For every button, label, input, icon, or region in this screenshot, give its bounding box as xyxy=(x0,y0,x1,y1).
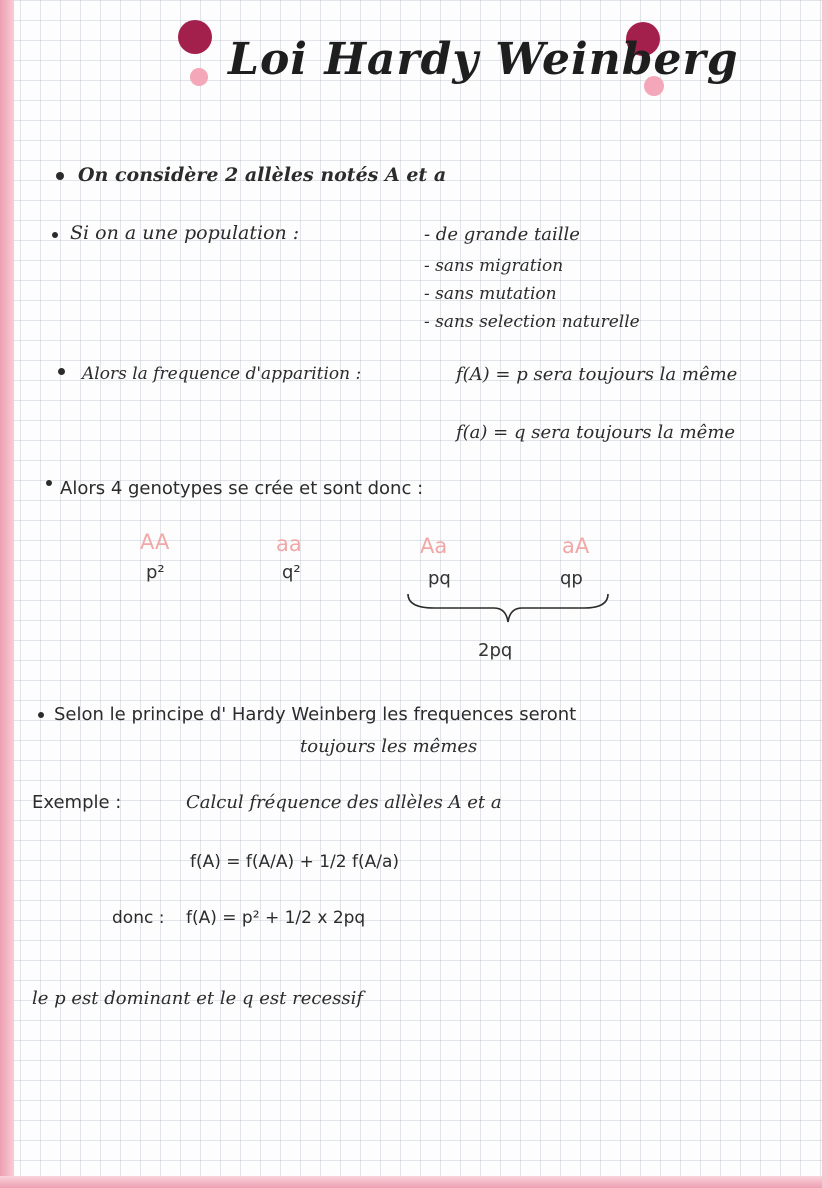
example-label: Exemple : xyxy=(32,792,122,813)
condition-item: - de grande taille xyxy=(424,224,580,245)
population-intro: Si on a une population : xyxy=(70,222,300,244)
curly-brace-icon xyxy=(404,590,614,626)
principle-line2: toujours les mêmes xyxy=(300,736,478,757)
donc-label: donc : xyxy=(112,908,165,928)
bullet xyxy=(58,368,65,375)
bullet xyxy=(56,172,64,180)
bullet xyxy=(38,712,44,718)
example-title: Calcul fréquence des allèles A et a xyxy=(186,792,502,813)
genotypes-intro: Alors 4 genotypes se crée et sont donc : xyxy=(60,478,424,499)
bullet xyxy=(52,232,58,238)
genotype-label: aA xyxy=(562,534,590,558)
genotype-label: AA xyxy=(140,530,170,554)
frequency-fa: f(a) = q sera toujours la même xyxy=(456,422,736,443)
decorative-dot-dark-left xyxy=(178,20,212,54)
condition-item: - sans selection naturelle xyxy=(424,312,640,332)
principle-line1: Selon le principe d' Hardy Weinberg les frequences seront xyxy=(54,704,577,725)
pink-margin-left xyxy=(0,0,14,1188)
bullet xyxy=(46,480,52,486)
equation-1: f(A) = f(A/A) + 1/2 f(A/a) xyxy=(190,852,400,872)
genotype-frequency: qp xyxy=(560,568,583,589)
pink-margin-right xyxy=(822,0,828,1188)
genotype-frequency: p² xyxy=(146,562,165,583)
genotype-frequency: pq xyxy=(428,568,451,589)
equation-2: f(A) = p² + 1/2 x 2pq xyxy=(186,908,366,928)
frequency-intro: Alors la frequence d'apparition : xyxy=(82,364,362,384)
condition-item: - sans mutation xyxy=(424,284,557,304)
genotype-frequency: q² xyxy=(282,562,301,583)
conclusion: le p est dominant et le q est recessif xyxy=(32,988,363,1009)
pink-margin-bottom xyxy=(0,1176,828,1188)
decorative-dot-light-left xyxy=(190,68,208,86)
genotype-label: Aa xyxy=(420,534,448,558)
page-title: Loi Hardy Weinberg xyxy=(228,34,739,85)
intro-alleles: On considère 2 allèles notés A et a xyxy=(78,164,447,186)
brace-total: 2pq xyxy=(478,640,513,661)
genotype-label: aa xyxy=(276,532,302,556)
frequency-fA: f(A) = p sera toujours la même xyxy=(456,364,738,385)
condition-item: - sans migration xyxy=(424,256,564,276)
